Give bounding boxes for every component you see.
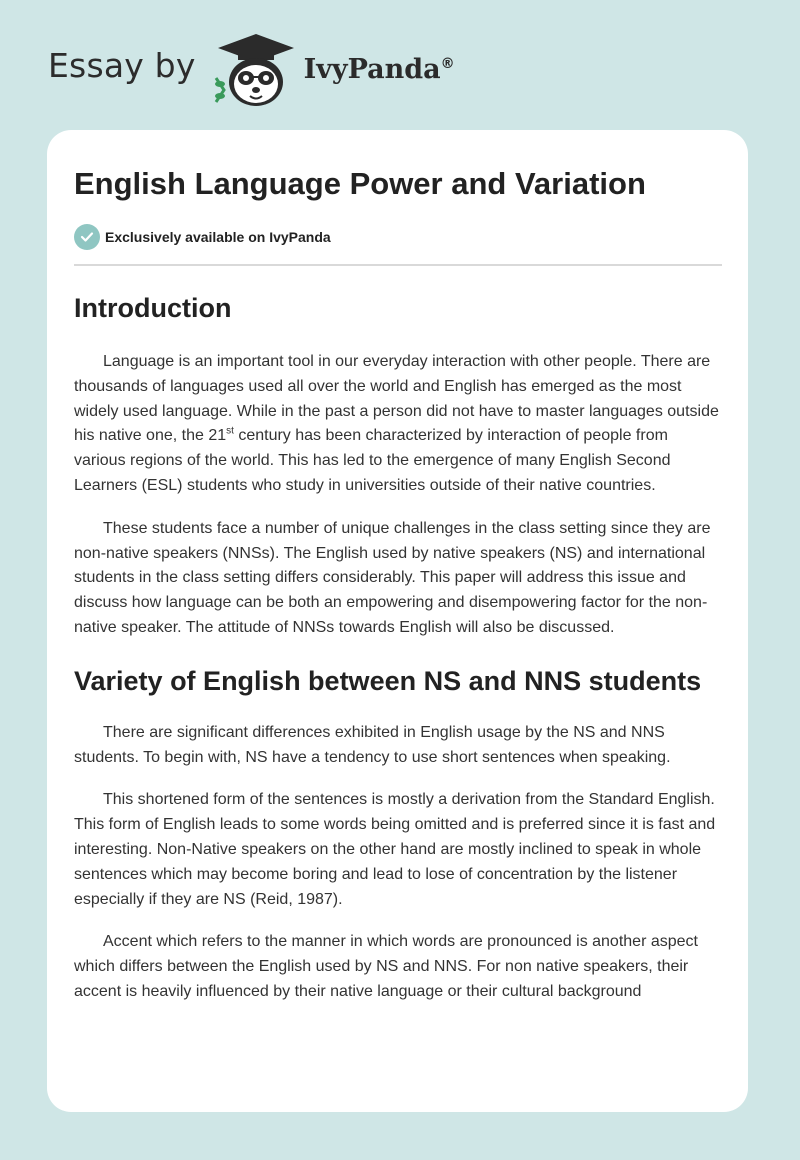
- site-header: [48, 30, 455, 110]
- paragraph: Language is an important tool in our everyday interaction with other people. There are thousands of languages used all over the world and English has emerged as the most widely used language. While in the past a person did not have to master languages outside his native one, the 21st century has been characterized by interaction of people from various regions of the world. This has led to the emergence of many English Second Learners (ESL) students who study in universities outside of their native countries.: [74, 353, 719, 494]
- section-heading: Introduction: [74, 293, 232, 323]
- paragraph: There are significant differences exhibited in English usage by the NS and NNS students. To begin with, NS have a tendency to use short sentences when speaking.: [74, 723, 671, 766]
- exclusive-label: Exclusively available on IvyPanda: [105, 229, 331, 245]
- panda-logo-icon[interactable]: [210, 30, 302, 110]
- essay-by-label: Essay by: [48, 45, 196, 85]
- paragraph: This shortened form of the sentences is mostly a derivation from the Standard English. This form of English leads to some words being omitted and is preferred since it is fast and interesting. Non-Native speakers on the other hand are mostly inclined to speak in whole sentences which may become boring and lead to lose of concentration by the listener especially if they are NS (Reid, 1987).: [74, 791, 716, 908]
- divider: [74, 264, 722, 266]
- exclusive-badge: [74, 224, 722, 250]
- paragraph: Accent which refers to the manner in which words are pronounced is another aspect which differs between the English used by NS and NNS. For non native speakers, their accent is heavily influenced by their native language or their cultural background: [74, 933, 698, 1000]
- essay-title: English Language Power and Variation: [74, 166, 646, 201]
- section-heading: Variety of English between NS and NNS students: [74, 665, 702, 696]
- paragraph: These students face a number of unique challenges in the class setting since they are non-native speakers (NNSs). The English used by native speakers (NS) and international students in the class setting differs considerably. This paper will address this issue and discuss how language can be both an empowering and disempowering factor for the non-native speaker. The attitude of NNSs towards English will also be discussed.: [74, 519, 711, 636]
- essay-card: [47, 130, 748, 1112]
- check-icon: [74, 224, 100, 250]
- brand-name[interactable]: IvyPanda®: [303, 53, 455, 85]
